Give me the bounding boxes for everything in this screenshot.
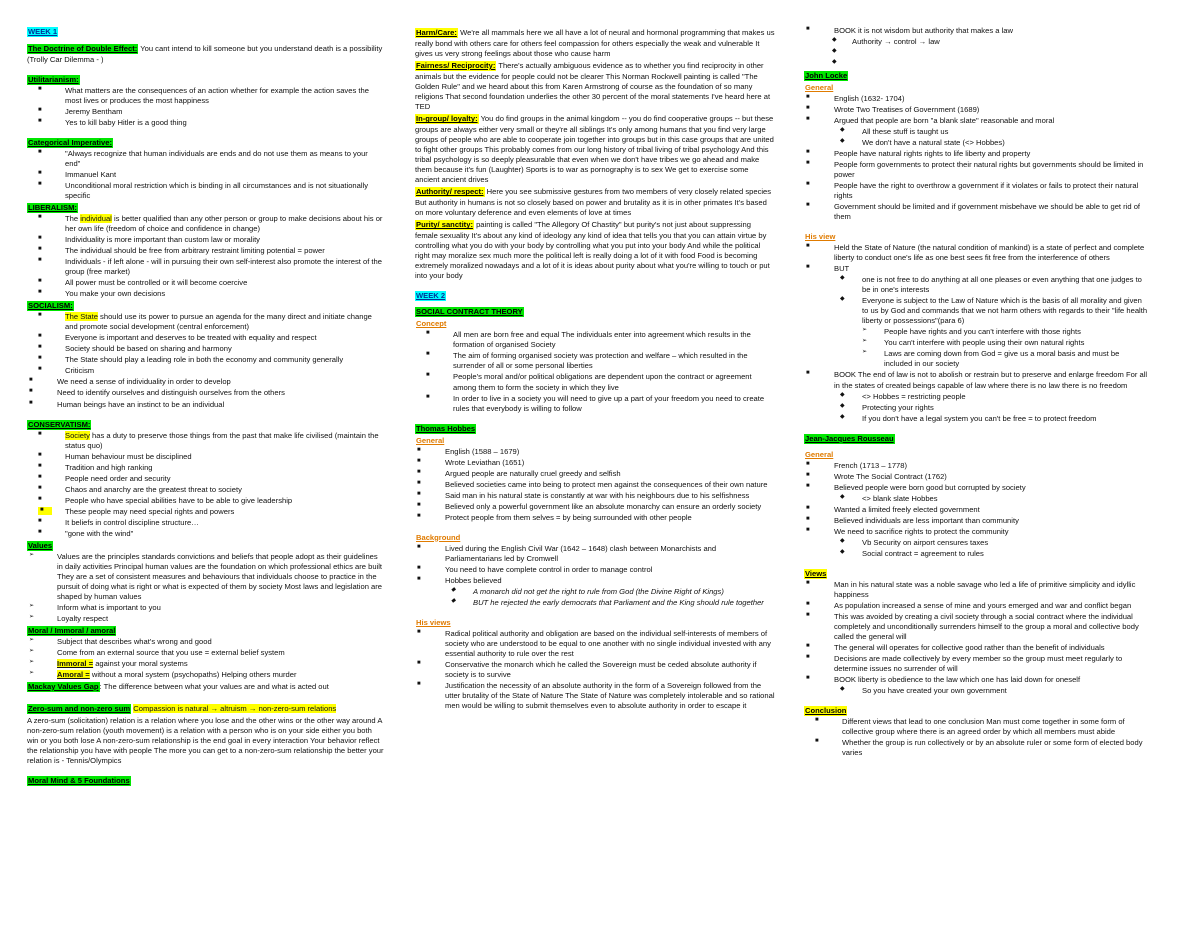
- list-item: ■ Unconditional moral restriction which is binding in all circumstances and is not situationally specific: [38, 181, 369, 201]
- list-item: ■ Believed people were born good but corrupted by society: [806, 482, 1026, 492]
- list-item: ■ BUT: [806, 264, 850, 274]
- list-item: ➢ Come from an external source that you use = external belief system: [29, 647, 285, 657]
- bullet-icon: ■: [38, 473, 42, 480]
- bullet-icon: ■: [426, 372, 430, 379]
- harm-paragraph: Harm/Care: We're all mammals here we all have a lot of neural and hormonal programming that makes us really bond with others care for others feel compassion for others especially the weak and vulnerable It gives us very strong feelings about those who cause harm: [415, 28, 775, 59]
- list-item: ■ "gone with the wind": [38, 528, 134, 538]
- bullet-icon: ■: [38, 451, 42, 458]
- views-heading: Views: [805, 568, 827, 578]
- bullet-icon: ■: [38, 430, 42, 437]
- list-item: ◆ Protecting your rights: [840, 402, 934, 412]
- diamond-bullet-icon: ◆: [451, 597, 456, 604]
- list-item: ■ Society should be based on sharing and harmony: [38, 344, 232, 354]
- mackay-heading: Mackay Values Gap: [28, 681, 99, 691]
- bullet-icon: ■: [29, 377, 33, 384]
- list-item: ■ Yes to kill baby Hitler is a good thing: [38, 118, 187, 128]
- concept-list: [415, 330, 775, 413]
- list-item: [804, 48, 1149, 58]
- list-item: ■ Everyone is important and deserves to be treated with equality and respect: [38, 333, 317, 343]
- bullet-icon: ■: [38, 528, 42, 535]
- list-item: ➢ Inform what is important to you: [29, 602, 161, 612]
- list-item: ■ Believed societies came into being to protect men against the consequences of their own nature: [417, 479, 768, 489]
- list-item: ■ Human behaviour must be disciplined: [38, 451, 192, 461]
- rousseau-general-list: [804, 461, 1149, 559]
- bullet-icon: ■: [417, 543, 421, 550]
- moral-heading: Moral / Immoral / amoral: [28, 625, 116, 635]
- top-list: [804, 26, 1149, 69]
- zerosum-text: A zero-sum (solicitation) relation is a relation where you lose and the other wins or the other way around A non-zero-sum relation (youth movement) is a relation with a person who is on your side either you both win or you both lose A non-zero-sum relationship is the end goal in every interaction Your behavior reflect the relationship you have with people The more you can get to a non-zero-sum relationship the better your relation is - Tennis/Olympics: [27, 715, 384, 765]
- list-item: ■ Wrote The Social Contract (1762): [806, 471, 947, 481]
- locke-general-heading: General: [805, 83, 834, 93]
- purity-paragraph: Purity/ sanctity: painting is called "The Allegory Of Chastity" but purity's not just about suppressing female sexuality It's about any kind of ideology any kind of idea that tells you that you can attain virtue by controlling what you do with your body by controlling what you put into your body And while the political right may moralize sex much more the political left is really doing a lot of it with food Food is becoming extremely moralized nowadays and a lot of it is ideas about purity about what you're willing to touch or put into your body: [415, 220, 770, 281]
- bullet-icon: ■: [38, 462, 42, 469]
- bullet-icon: ■: [417, 490, 421, 497]
- diamond-bullet-icon: ◆: [840, 127, 845, 134]
- bullet-icon: ■: [38, 507, 52, 515]
- moral-list: [27, 637, 385, 680]
- list-item: ■ Government should be limited and if government misbehave we should be able to get rid of them: [806, 202, 1141, 222]
- bullet-icon: ■: [806, 460, 810, 467]
- bullet-icon: ■: [38, 235, 42, 242]
- bullet-icon: ■: [38, 344, 42, 351]
- list-item: ■ Man in his natural state was a noble savage who led a life of primitive simplicity and idyllic happiness: [806, 579, 1136, 599]
- diamond-bullet-icon: ◆: [840, 391, 845, 398]
- bullet-icon: ■: [417, 659, 421, 666]
- list-item: ■ You need to have complete control in order to manage control: [417, 564, 653, 574]
- list-item: ■ People's moral and/or political obligations are dependent upon the contract or agreement among them to form the society in which they live: [426, 372, 752, 392]
- zerosum-highlight: Compassion is natural → altruism → non-zero-sum relations: [133, 703, 337, 713]
- column-1: [27, 26, 385, 787]
- utilitarianism-list: [27, 86, 385, 128]
- diamond-bullet-icon: ◆: [840, 548, 845, 555]
- arrow-bullet-icon: ➢: [29, 613, 35, 620]
- background-list: [415, 544, 775, 608]
- list-item: ◆ We don't have a natural state (<> Hobbes): [840, 138, 1005, 148]
- list-item: ■ We need a sense of individuality in order to develop: [29, 377, 231, 387]
- locke-heading: John Locke: [805, 71, 848, 81]
- list-item: ■ BOOK The end of law is not to abolish or restrain but to preserve and enlarge freedom For all in the states of created beings capable of law where there is no law there is no freedom: [806, 370, 1148, 390]
- bullet-icon: ■: [38, 246, 42, 253]
- bullet-icon: ■: [38, 170, 42, 177]
- list-item: ■ Society has a duty to preserve those things from the past that make life civilised (maintain the status quo): [38, 430, 379, 450]
- views-list: [415, 629, 775, 711]
- bullet-icon: ■: [426, 330, 430, 337]
- bullet-icon: ■: [806, 26, 810, 32]
- list-item: ◆ Social contract = agreement to rules: [840, 548, 984, 558]
- bullet-icon: ■: [806, 600, 810, 607]
- list-item: ◆ <> blank slate Hobbes: [840, 493, 938, 503]
- list-item: ■ People need order and security: [38, 473, 171, 483]
- list-item: ■ Wrote Leviathan (1651): [417, 457, 525, 467]
- bullet-icon: ■: [417, 468, 421, 475]
- list-item: ■ The aim of forming organised society was protection and welfare – which resulted in the surrender of all or some personal liberties: [426, 351, 748, 371]
- bullet-icon: ■: [806, 243, 810, 250]
- list-item: ■ Argued that people are born "a blank slate" reasonable and moral: [806, 116, 1055, 126]
- bullet-icon: ■: [806, 515, 810, 522]
- list-item: ■ Hobbes believed: [417, 575, 502, 585]
- ingroup-paragraph: In-group/ loyalty: You do find groups in the animal kingdom -- you do find cooperative groups -- but these groups are always either very small or they're all siblings It's only among humans that you find very large groups of people who are able to cooperate join together into groups but in this case groups that are united to fight other groups This probably comes from our long history of tribal living of tribal psychology And this tribal psychology is so deeply pleasurable that even when we don't have tribes we go ahead and make them because it's fun (Laughter) Sports is to war as pornography is to sex We get to exercise some ancient ancient drives: [415, 114, 774, 185]
- bullet-icon: ■: [426, 393, 430, 400]
- locke-general-list: [804, 94, 1149, 222]
- bullet-icon: ■: [806, 471, 810, 478]
- bullet-icon: ■: [38, 517, 42, 524]
- list-item: ■ Jeremy Bentham: [38, 107, 123, 117]
- diamond-bullet-icon: ◆: [840, 413, 845, 420]
- list-item: ➢ Laws are coming down from God = give us a moral basis and must be included in our society: [862, 349, 1120, 369]
- list-item: ■ Tradition and high ranking: [38, 462, 153, 472]
- list-item: ■ You make your own decisions: [38, 289, 166, 299]
- list-item: ■ These people may need special rights and powers: [40, 506, 235, 516]
- list-item: ◆ So you have created your own government: [840, 685, 1007, 695]
- bullet-icon: ■: [38, 495, 42, 502]
- list-item: ➢ Immoral = against your moral systems: [29, 658, 188, 668]
- list-item: ◆ All these stuff is taught us: [840, 127, 949, 137]
- arrow-bullet-icon: ➢: [862, 338, 868, 345]
- list-item: ◆ A monarch did not get the right to rule from God (the Divine Right of Kings): [451, 586, 724, 596]
- hobbes-heading: Thomas Hobbes: [416, 423, 476, 433]
- arrow-bullet-icon: ➢: [29, 602, 35, 609]
- bullet-icon: ■: [806, 526, 810, 533]
- his-view-list: [804, 243, 1149, 423]
- bullet-icon: ■: [38, 181, 42, 188]
- list-item: ■ Need to identify ourselves and distinguish ourselves from the others: [29, 388, 285, 398]
- arrow-bullet-icon: ➢: [862, 327, 868, 334]
- list-item: ■ Individuals - if left alone - will in pursuing their own self-interest also promote the interest of the group (free market): [38, 257, 382, 277]
- values-heading: Values: [28, 540, 53, 550]
- week-heading: WEEK 1: [28, 27, 58, 36]
- list-item: ◆ Vb Security on airport censures taxes: [840, 537, 989, 547]
- bullet-icon: ■: [806, 504, 810, 511]
- list-item: ■ Conservative the monarch which he called the Sovereign must be ceded absolute authority if society is to survive: [417, 659, 757, 679]
- diamond-bullet-icon: ◆: [840, 402, 845, 409]
- list-item: ■ "Always recognize that human individuals are ends and do not use them as means to your end": [38, 149, 368, 169]
- diamond-bullet-icon: ◆: [451, 586, 456, 593]
- diamond-bullet-icon: ◆: [840, 138, 845, 145]
- moral-mind-heading: Moral Mind & 5 Foundations: [28, 776, 130, 785]
- liberalism-heading: LIBERALISM:: [28, 203, 77, 213]
- bullet-icon: ■: [417, 512, 421, 519]
- list-item: ◆ BUT he rejected the early democrats that Parliament and the King should rule together: [451, 597, 764, 607]
- list-item: ■ All men are born free and equal The individuals enter into agreement which results in the formation of organised Society: [426, 330, 751, 350]
- doctrine-text: You cant intend to kill someone but you understand death is a possibility (Trolly Car Dilemma - ): [27, 44, 383, 65]
- purity-heading: Purity/ sanctity:: [416, 220, 473, 230]
- list-item: ■ People who have special abilities have to be able to give leadership: [38, 495, 293, 505]
- list-item: ➢ People have rights and you can't interfere with those rights: [862, 327, 1081, 337]
- bullet-icon: ■: [29, 399, 33, 406]
- doctrine-heading: The Doctrine of Double Effect:: [28, 44, 138, 54]
- list-item: ■ The individual should be free from arbitrary restraint limiting potential = power: [38, 246, 325, 256]
- bullet-icon: ■: [806, 579, 810, 586]
- rousseau-heading: Jean-Jacques Rousseau: [805, 433, 894, 443]
- list-item: ■ Believed individuals are less important than community: [806, 515, 1019, 525]
- arrow-bullet-icon: ➢: [29, 636, 35, 643]
- list-item: ■ Radical political authority and obligation are based on the individual self-interests of members of society who are understood to be equal to one another with no single individual invested with any essential authority to rule over the rest: [417, 628, 771, 658]
- week2-heading: WEEK 2: [416, 291, 446, 301]
- bullet-icon: ■: [806, 181, 810, 188]
- zerosum-heading: Zero-sum and non-zero sum: [28, 703, 131, 713]
- list-item: ■ BOOK it is not wisdom but authority that makes a law: [806, 26, 1013, 35]
- bullet-icon: ■: [38, 484, 42, 491]
- conclusion-heading: Conclusion: [805, 705, 847, 715]
- list-item: ■ Chaos and anarchy are the greatest threat to society: [38, 484, 242, 494]
- zerosum-heading-line: [27, 703, 385, 715]
- list-item: ➢ You can't interfere with people using their own natural rights: [862, 338, 1085, 348]
- arrow-bullet-icon: ➢: [29, 647, 35, 654]
- values-list: [27, 552, 385, 624]
- bullet-icon: ■: [38, 86, 42, 93]
- list-item: ◆ one is not free to do anything at all one pleases or even anything that one judges to be in one's interests: [840, 275, 1142, 295]
- ingroup-heading: In-group/ loyalty:: [416, 114, 478, 124]
- conservatism-list: [27, 431, 385, 539]
- bullet-icon: ■: [426, 351, 430, 358]
- bullet-icon: ■: [806, 94, 810, 101]
- bullet-icon: ■: [38, 289, 42, 296]
- list-item: ■ Justification the necessity of an absolute authority in the form of a Sovereign followed from the utter brutality of the State of Nature The State of Nature was completely intolerable and so rational men would be willing to submit themselves even to absolute authority in order to escape it: [417, 680, 775, 710]
- bullet-icon: ■: [38, 257, 42, 264]
- bullet-icon: ■: [38, 312, 42, 319]
- list-item: ➢ Amoral = without a moral system (psychopaths) Helping others murder: [29, 669, 297, 679]
- list-item: ➢ Subject that describes what's wrong and good: [29, 636, 212, 646]
- list-item: ■ People have the right to overthrow a government if it violates or fails to protect their natural rights: [806, 181, 1139, 201]
- categorical-list: [27, 149, 385, 201]
- list-item: ■ People form governments to protect their natural rights but governments should be limited in power: [806, 160, 1144, 180]
- list-item: ■ Wrote Two Treatises of Government (1689): [806, 105, 980, 115]
- list-item: ■ The general will operates for collective good rather than the benefit of individuals: [806, 642, 1105, 652]
- socialism-heading: SOCIALISM:: [28, 301, 73, 311]
- authority-heading: Authority/ respect:: [416, 187, 484, 197]
- list-item: ■ Believed only a powerful government like an absolute monarchy can ensure an orderly society: [417, 501, 762, 511]
- bullet-icon: ■: [815, 716, 819, 723]
- list-item: ■ Criticism: [38, 366, 95, 376]
- bullet-icon: ■: [38, 214, 42, 221]
- list-item: ◆ <> Hobbes = restricting people: [840, 391, 966, 401]
- list-item: ■ All power must be controlled or it will become coercive: [38, 278, 248, 288]
- arrow-bullet-icon: ➢: [29, 669, 35, 676]
- diamond-bullet-icon: ◆: [832, 37, 837, 44]
- utilitarianism-heading: Utilitarianism:: [28, 75, 79, 85]
- list-item: ■ Protect people from them selves = by being surrounded with other people: [417, 512, 692, 522]
- list-item: ■ People have natural rights rights to life liberty and property: [806, 149, 1031, 159]
- bullet-icon: ■: [417, 501, 421, 508]
- diamond-bullet-icon: ◆: [840, 275, 845, 282]
- bullet-icon: ■: [38, 355, 42, 362]
- bullet-icon: ■: [38, 149, 42, 156]
- list-item: ■ Human beings have an instinct to be an individual: [29, 399, 225, 409]
- bullet-icon: ■: [806, 653, 810, 660]
- bullet-icon: ■: [815, 737, 819, 744]
- bullet-icon: ■: [29, 388, 33, 395]
- list-item: ■ The State should use its power to pursue an agenda for the many direct and initiate change and promote social development (central enforcement): [38, 312, 372, 332]
- fairness-heading: Fairness/ Reciprocity:: [416, 61, 496, 71]
- list-item: ■ English (1632- 1704): [806, 94, 905, 104]
- doctrine-paragraph: [27, 43, 385, 65]
- list-item: ■ Decisions are made collectively by every member so the group must meet regularly to determine issues no surrender of will: [806, 653, 1123, 673]
- bullet-icon: ■: [417, 564, 421, 571]
- list-item: ■ English (1588 – 1679): [417, 446, 520, 456]
- rousseau-general-heading: General: [805, 449, 834, 459]
- list-item: ■ In order to live in a society you will need to give up a part of your freedom you need to create rules that everybody is willing to follow: [426, 393, 765, 413]
- list-item: ■ Immanuel Kant: [38, 170, 117, 180]
- authority-paragraph: Authority/ respect: Here you see submissive gestures from two members of very closely related species But authority in humans is not so closely based on power and brutality as it is in other primates It's based on more voluntary deference and even elements of love at times: [415, 187, 772, 218]
- bullet-icon: ■: [806, 482, 810, 489]
- bullet-icon: ■: [806, 116, 810, 123]
- hobbes-general-list: [415, 447, 775, 523]
- list-item: ■ It beliefs in control discipline structure…: [38, 517, 199, 527]
- diamond-bullet-icon: ◆: [840, 685, 845, 692]
- bullet-icon: ■: [38, 366, 42, 373]
- column-3: [804, 26, 1149, 759]
- arrow-bullet-icon: ➢: [29, 658, 35, 665]
- bullet-icon: ■: [38, 333, 42, 340]
- categorical-heading: Categorical Imperative:: [28, 138, 112, 148]
- fairness-paragraph: Fairness/ Reciprocity: There's actually ambiguous evidence as to whether you find reciprocity in other animals but the evidence for people could not be clearer This Norman Rockwell painting is called "The Golden Rule" and we heard about this from Karen Armstrong of course as the foundation of so many religions That second foundation underlies the other 30 percent of the moral statements I've heard here at TED: [415, 61, 771, 112]
- bullet-icon: ■: [417, 479, 421, 486]
- hobbes-general-heading: General: [416, 435, 445, 445]
- list-item: ■ Wanted a limited freely elected government: [806, 504, 980, 514]
- bullet-icon: ■: [806, 611, 810, 618]
- his-views-heading: His views: [416, 617, 451, 627]
- list-item: ■ The individual is better qualified than any other person or group to make decisions about his or her own life (freedom of choice and confidence in change): [38, 214, 383, 234]
- bullet-icon: ■: [806, 160, 810, 167]
- list-item: ◆ Everyone is subject to the Law of Nature which is the basis of all morality and given to us by God and commands that we not harm others with regards to their "life health liberty or possessions"(para 6): [840, 296, 1148, 326]
- list-item: ■ BOOK liberty is obedience to the law which one has laid down for oneself: [806, 674, 1081, 684]
- bullet-icon: ■: [417, 457, 421, 464]
- list-item: ■ As population increased a sense of mine and yours emerged and war and conflict began: [806, 600, 1132, 610]
- conclusion-list: [804, 717, 1149, 758]
- sct-heading: SOCIAL CONTRACT THEORY: [416, 307, 523, 317]
- bullet-icon: ■: [806, 674, 810, 681]
- diamond-bullet-icon: ◆: [832, 59, 837, 66]
- arrow-bullet-icon: ➢: [29, 551, 35, 558]
- harm-heading: Harm/Care:: [416, 28, 457, 37]
- list-item: ■ The State should play a leading role in both the economy and community generally: [38, 355, 344, 365]
- diamond-bullet-icon: ◆: [832, 48, 837, 55]
- list-item: ■ Individuality is more important than custom law or morality: [38, 235, 260, 245]
- list-item: ■ Whether the group is run collectively or by an absolute ruler or some form of elected body varies: [815, 737, 1143, 757]
- bullet-icon: ■: [806, 202, 810, 209]
- bullet-icon: ■: [417, 628, 421, 635]
- column-2: [415, 26, 775, 712]
- liberalism-list: [27, 214, 385, 299]
- concept-heading: Concept: [416, 319, 447, 329]
- list-item: ■ Said man in his natural state is constantly at war with his neighbours due to his selfishness: [417, 490, 750, 500]
- bullet-icon: ■: [38, 118, 42, 125]
- bullet-icon: ■: [806, 642, 810, 649]
- list-item: ■ We need to sacrifice rights to protect the community: [806, 526, 1009, 536]
- socialism-list: [27, 312, 385, 409]
- diamond-bullet-icon: ◆: [840, 493, 845, 500]
- rousseau-views-list: [804, 580, 1149, 696]
- list-item: ◆ If you don't have a legal system you can't be free = to protect freedom: [840, 413, 1097, 423]
- bullet-icon: ■: [38, 107, 42, 114]
- bullet-icon: ■: [806, 370, 810, 377]
- bullet-icon: ■: [417, 680, 421, 687]
- diamond-bullet-icon: ◆: [840, 537, 845, 544]
- list-item: ■ Different views that lead to one conclusion Man must come together in some form of collective group where there is an agreed order by which all members must abide: [815, 716, 1125, 736]
- list-item: ■ What matters are the consequences of an action whether for example the action saves the most lives or produces the most happiness: [38, 86, 369, 106]
- list-item: ■ Argued people are naturally cruel greedy and selfish: [417, 468, 621, 478]
- diamond-bullet-icon: ◆: [840, 296, 845, 303]
- list-item: ➢ Values are the principles standards convictions and beliefs that people adopt as their guidelines in daily activities Principal human values are the foundation on which professional ethics are built They are a set of consistent measures and behaviours that individuals choose to practice in the pursuit of doing what is right or what is expected of them by society Most laws and legislation are shaped by human values: [29, 551, 383, 601]
- conservatism-heading: CONSERVATISM:: [28, 419, 91, 429]
- arrow-bullet-icon: ➢: [862, 349, 868, 356]
- list-item: ■ Lived during the English Civil War (1642 – 1648) clash between Monarchists and Parliamentarians led by Cromwell: [417, 543, 717, 563]
- bullet-icon: ■: [806, 264, 810, 271]
- list-item: [804, 59, 1149, 69]
- list-item: ■ French (1713 – 1778): [806, 460, 908, 470]
- bullet-icon: ■: [806, 149, 810, 156]
- list-item: ➢ Loyalty respect: [29, 613, 109, 623]
- bullet-icon: ■: [806, 105, 810, 112]
- list-item: ■ Held the State of Nature (the natural condition of mankind) is a state of perfect and complete liberty to conduct one's life as one best sees fit free from the interference of others: [806, 243, 1145, 263]
- bullet-icon: ■: [38, 278, 42, 285]
- mackay-paragraph: Mackay Values Gap: The difference between what your values are and what is acted out: [28, 681, 329, 691]
- bullet-icon: ■: [417, 575, 421, 582]
- bullet-icon: ■: [417, 446, 421, 453]
- list-item: ◆ Authority → control → law: [832, 37, 940, 47]
- background-heading: Background: [416, 532, 461, 542]
- list-item: ■ This was avoided by creating a civil society through a social contract where the individual completely and unconditionally surrenders himself to the group a moral and collective body called the general will: [806, 611, 1139, 641]
- his-view-heading: His view: [805, 232, 836, 242]
